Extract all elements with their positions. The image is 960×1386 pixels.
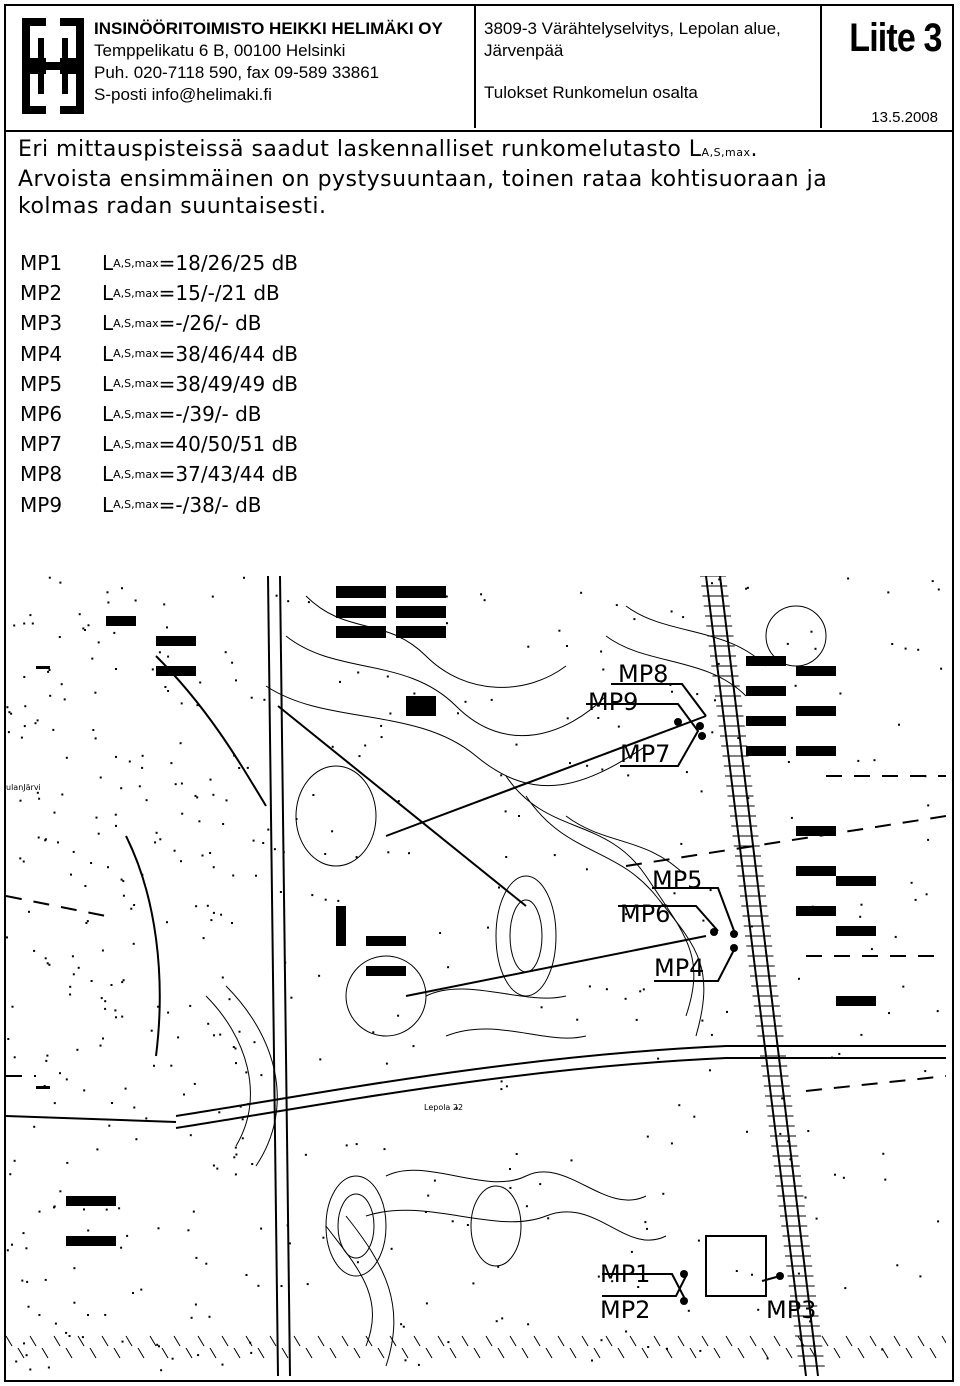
result-row (20, 429, 298, 459)
level-symbol: L (102, 371, 114, 396)
intro-line1-subscript: A,S,max (701, 146, 751, 159)
level-value: =18/26/25 dB (158, 251, 298, 276)
company-name: INSINÖÖRITOIMISTO HEIKKI HELIMÄKI OY (94, 19, 443, 38)
level-symbol: L (102, 341, 114, 366)
document-subtitle: Tulokset Runkomelun osalta (484, 83, 698, 102)
level-subscript: A,S,max (113, 377, 159, 391)
level-value: =38/49/49 dB (158, 371, 298, 396)
level-value: =40/50/51 dB (158, 432, 298, 457)
measurement-point: MP6 (20, 402, 63, 427)
level-value: =37/43/44 dB (158, 462, 298, 487)
measurement-point: MP5 (20, 371, 63, 396)
level-subscript: A,S,max (113, 316, 159, 330)
map-label-mp1: MP1 (600, 1260, 651, 1288)
company-logo-icon (18, 14, 88, 118)
intro-line3: kolmas radan suuntaisesti. (18, 194, 327, 219)
intro-text (18, 136, 918, 220)
map-label-mp6: MP6 (620, 900, 671, 928)
level-subscript: A,S,max (113, 347, 159, 361)
level-symbol: L (102, 462, 114, 487)
level-symbol: L (102, 492, 114, 517)
level-symbol: L (102, 402, 114, 427)
map-place-lepola: Lepola 22 (424, 1103, 464, 1112)
level-subscript: A,S,max (113, 498, 159, 512)
intro-line1: Eri mittauspisteissä saadut laskennalliset runkomelutasto L (18, 137, 702, 162)
level-value: =15/-/21 dB (158, 281, 280, 306)
result-row (20, 278, 298, 308)
level-symbol: L (102, 251, 114, 276)
measurement-point: MP7 (20, 432, 63, 457)
company-block (6, 6, 476, 128)
measurement-point: MP9 (20, 492, 63, 517)
map-label-mp8: MP8 (618, 660, 669, 688)
level-symbol: L (102, 432, 114, 457)
result-row (20, 369, 298, 399)
map-place-lake: ulanJärvi (6, 783, 41, 792)
level-subscript: A,S,max (113, 437, 159, 451)
intro-line1-suffix: . (750, 137, 759, 162)
document-date: 13.5.2008 (871, 109, 938, 126)
map-label-mp3: MP3 (766, 1296, 817, 1324)
measurement-point: MP1 (20, 251, 63, 276)
project-block (474, 6, 822, 128)
company-email: S-posti info@helimaki.fi (94, 85, 272, 104)
site-map-drawing (6, 576, 946, 1376)
level-symbol: L (102, 311, 114, 336)
title-block (6, 6, 952, 132)
company-info (94, 18, 443, 106)
measurement-point: MP8 (20, 462, 63, 487)
appendix-block (822, 6, 952, 128)
project-title: 3809-3 Värähtelyselvitys, Lepolan alue, (484, 19, 781, 38)
result-row (20, 459, 298, 489)
intro-line2: Arvoista ensimmäinen on pystysuuntaan, toinen rataa kohtisuoraan ja (18, 167, 828, 192)
project-location: Järvenpää (484, 41, 564, 60)
map-label-mp5: MP5 (652, 866, 703, 894)
measurement-point: MP4 (20, 341, 63, 366)
site-map (6, 576, 946, 1376)
result-row (20, 339, 298, 369)
company-address: Temppelikatu 6 B, 00100 Helsinki (94, 41, 346, 60)
level-subscript: A,S,max (113, 286, 159, 300)
level-symbol: L (102, 281, 114, 306)
level-value: =-/39/- dB (158, 402, 262, 427)
level-value: =-/26/- dB (158, 311, 262, 336)
level-subscript: A,S,max (113, 407, 159, 421)
appendix-label: Liite 3 (849, 16, 942, 60)
result-row (20, 308, 298, 338)
measurement-point: MP2 (20, 281, 63, 306)
result-row (20, 399, 298, 429)
level-subscript: A,S,max (113, 467, 159, 481)
result-row (20, 248, 298, 278)
company-phone: Puh. 020-7118 590, fax 09-589 33861 (94, 63, 380, 82)
results-list (20, 248, 298, 520)
level-subscript: A,S,max (113, 256, 159, 270)
level-value: =-/38/- dB (158, 492, 262, 517)
level-value: =38/46/44 dB (158, 341, 298, 366)
map-label-mp2: MP2 (600, 1296, 651, 1324)
map-label-mp9: MP9 (588, 688, 639, 716)
measurement-point: MP3 (20, 311, 63, 336)
result-row (20, 490, 298, 520)
map-label-mp4: MP4 (654, 954, 705, 982)
map-label-mp7: MP7 (620, 740, 671, 768)
